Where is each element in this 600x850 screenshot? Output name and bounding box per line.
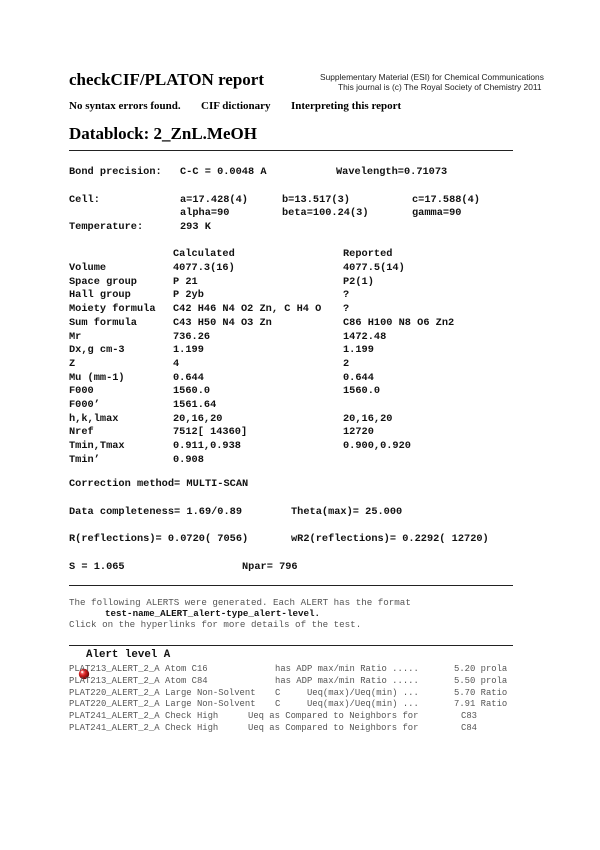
alert-a-icon	[70, 649, 82, 661]
cell-beta: beta=100.24(3)	[282, 207, 369, 219]
row-reported: 4077.5(14)	[343, 262, 405, 274]
datablock-heading: Datablock: 2_ZnL.MeOH	[69, 124, 257, 143]
row-calculated: 4	[173, 357, 180, 370]
alert-test-text: Ueq as Compared to Neighbors for	[248, 711, 419, 722]
npar-value: Npar= 796	[242, 561, 298, 573]
alert-test-text: C Ueq(max)/Ueq(min) ...	[275, 699, 419, 710]
row-calculated: 0.644	[173, 371, 204, 384]
row-calculated: P 21	[173, 275, 198, 288]
alert-test-text: has ADP max/min Ratio .....	[275, 664, 419, 674]
row-reported: C86 H100 N8 O6 Zn2	[343, 316, 455, 329]
row-label: Hall group	[69, 289, 131, 302]
alerts-note-line3: Click on the hyperlinks for more details of the test.	[69, 619, 362, 630]
esi-line-2: This journal is (c) The Royal Society of Chemistry 2011	[338, 82, 542, 92]
cell-c: c=17.588(4)	[412, 194, 480, 206]
row-label: Mr	[69, 330, 82, 343]
alert-description: Atom C84	[165, 675, 208, 686]
s-value: S = 1.065	[69, 561, 125, 573]
alert-value: 5.70 Ratio	[454, 687, 508, 698]
cell-a: a=17.428(4)	[180, 194, 248, 206]
divider-middle	[69, 585, 513, 586]
alert-description: Large Non-Solvent	[165, 687, 256, 698]
alert-test-link[interactable]: PLAT241_ALERT_2_A	[69, 711, 160, 722]
bond-precision-value: C-C = 0.0048 A	[180, 166, 267, 178]
row-label: F000’	[69, 399, 100, 411]
alert-test-link[interactable]: PLAT220_ALERT_2_A	[69, 687, 160, 698]
row-label: Tmin’	[69, 453, 100, 466]
wr2-reflections: wR2(reflections)= 0.2292( 12720)	[291, 533, 489, 545]
row-calculated: 1.199	[173, 344, 204, 357]
divider-top	[69, 150, 513, 151]
row-reported: 2	[343, 357, 350, 370]
correction-method: Correction method= MULTI-SCAN	[69, 478, 249, 490]
alert-value: 5.50 prola	[454, 675, 508, 686]
row-reported: 12720	[343, 426, 374, 439]
row-reported: 1560.0	[343, 385, 381, 398]
alert-test-text: Ueq as Compared to Neighbors for	[248, 723, 419, 733]
row-label: h,k,lmax	[69, 412, 119, 425]
wavelength-value: Wavelength=0.71073	[336, 166, 448, 178]
alert-value: C84	[461, 723, 477, 733]
row-reported: 1.199	[343, 344, 374, 357]
cell-label: Cell:	[69, 194, 100, 206]
alert-level-a-heading: Alert level A	[86, 649, 171, 661]
row-calculated: C43 H50 N4 O3 Zn	[173, 316, 272, 329]
row-calculated: 736.26	[173, 330, 211, 343]
alert-value: 7.91 Ratio	[454, 699, 508, 710]
alert-description: Large Non-Solvent	[165, 699, 256, 710]
row-calculated: C42 H46 N4 O2 Zn, C H4 O	[173, 303, 322, 316]
report-title: checkCIF/PLATON report	[69, 70, 265, 89]
cif-dictionary-link[interactable]: CIF dictionary	[201, 100, 271, 112]
row-calculated: 1560.0	[173, 385, 211, 398]
row-calculated: P 2yb	[173, 289, 204, 302]
row-reported: 1472.48	[343, 330, 387, 343]
row-reported: ?	[343, 289, 350, 302]
alert-test-text: C Ueq(max)/Ueq(min) ...	[275, 687, 419, 698]
row-calculated: 0.911,0.938	[173, 440, 241, 453]
column-reported-header: Reported	[343, 248, 393, 260]
no-syntax-errors-link[interactable]: No syntax errors found.	[69, 100, 181, 112]
row-label: Space group	[69, 275, 137, 288]
theta-max: Theta(max)= 25.000	[291, 506, 403, 518]
row-reported: ?	[343, 303, 350, 316]
cell-alpha: alpha=90	[180, 207, 230, 219]
cell-b: b=13.517(3)	[282, 194, 350, 206]
divider-bottom	[69, 645, 513, 646]
alert-test-link[interactable]: PLAT220_ALERT_2_A	[69, 699, 160, 710]
bond-precision-label: Bond precision:	[69, 166, 162, 178]
row-label: Tmin,Tmax	[69, 440, 125, 453]
row-label: Moiety formula	[69, 303, 156, 316]
row-reported: 0.644	[343, 371, 374, 384]
temperature-value: 293 K	[180, 221, 211, 233]
alert-test-link[interactable]: PLAT241_ALERT_2_A	[69, 723, 160, 733]
interpreting-report-link[interactable]: Interpreting this report	[291, 100, 402, 112]
row-label: Mu (mm-1)	[69, 371, 125, 384]
alert-test-link[interactable]: PLAT213_ALERT_2_A	[69, 664, 160, 674]
column-calculated-header: Calculated	[173, 248, 235, 260]
alert-value: C83	[461, 711, 477, 722]
alerts-note-format: test-name_ALERT_alert-type_alert-level.	[105, 608, 321, 619]
row-calculated: 4077.3(16)	[173, 262, 235, 274]
data-completeness: Data completeness= 1.69/0.89	[69, 506, 243, 518]
row-label: Volume	[69, 262, 107, 274]
alert-description: Check High	[165, 723, 219, 733]
row-reported: 0.900,0.920	[343, 440, 411, 453]
row-label: Nref	[69, 426, 94, 439]
alerts-note-line1: The following ALERTS were generated. Each ALERT has the format	[69, 597, 411, 608]
row-calculated: 0.908	[173, 453, 204, 466]
alert-test-text: has ADP max/min Ratio .....	[275, 675, 419, 686]
temperature-label: Temperature:	[69, 221, 144, 233]
cell-gamma: gamma=90	[412, 207, 462, 219]
row-calculated: 1561.64	[173, 399, 217, 411]
r-reflections: R(reflections)= 0.0720( 7056)	[69, 533, 249, 545]
row-label: Z	[69, 357, 76, 370]
alert-value: 5.20 prola	[454, 664, 508, 674]
row-reported: P2(1)	[343, 275, 374, 288]
alert-test-link[interactable]: PLAT213_ALERT_2_A	[69, 675, 160, 686]
alert-description: Atom C16	[165, 664, 208, 674]
row-label: Sum formula	[69, 316, 137, 329]
row-label: F000	[69, 385, 94, 398]
row-label: Dx,g cm-3	[69, 344, 125, 357]
row-calculated: 7512[ 14360]	[173, 426, 248, 439]
alert-description: Check High	[165, 711, 219, 722]
row-reported: 20,16,20	[343, 412, 393, 425]
esi-line-1: Supplementary Material (ESI) for Chemical Communications	[320, 72, 544, 82]
row-calculated: 20,16,20	[173, 412, 223, 425]
